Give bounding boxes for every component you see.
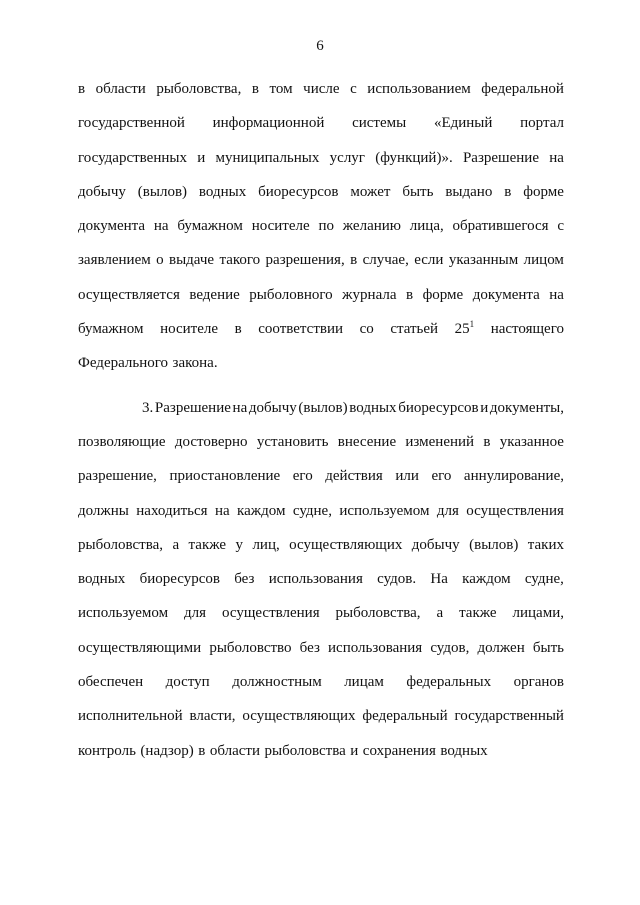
word: (вылов) xyxy=(298,399,348,416)
word: о xyxy=(156,252,164,269)
word: рыболовства, xyxy=(156,81,242,97)
word: добычу xyxy=(78,183,126,200)
word: желанию xyxy=(342,218,401,235)
word: лица, xyxy=(409,218,444,235)
word: Федерального xyxy=(78,355,169,372)
word: судне, xyxy=(292,502,332,519)
word: заявлением xyxy=(78,252,151,269)
word: изменений xyxy=(405,433,475,450)
word: ведение xyxy=(189,286,240,303)
word: осуществления xyxy=(466,502,564,519)
word: на xyxy=(549,149,564,166)
word: в xyxy=(198,742,206,759)
paragraph-p2 xyxy=(78,391,564,768)
word: журнала xyxy=(342,286,397,303)
word: документы, xyxy=(489,399,564,416)
word: (функций)». xyxy=(375,149,453,166)
text-line xyxy=(78,391,564,425)
word: в xyxy=(234,321,242,338)
word: сохранения xyxy=(362,742,436,759)
word: государственный xyxy=(454,708,564,725)
word: «Единый xyxy=(433,115,493,132)
text-line xyxy=(78,494,564,528)
word: у xyxy=(235,536,243,553)
superscript: 1 xyxy=(469,319,475,330)
text-line xyxy=(78,346,564,380)
word: форме xyxy=(523,183,564,200)
word: власти, xyxy=(189,708,236,725)
word: в xyxy=(405,286,414,303)
word: осуществляется xyxy=(78,286,180,303)
text-line xyxy=(78,141,564,175)
word: приостановление xyxy=(169,468,281,485)
word: разрешения, xyxy=(265,252,345,269)
word: водных xyxy=(198,183,247,200)
word: числе xyxy=(303,81,340,97)
word: с xyxy=(350,81,357,97)
text-line xyxy=(78,562,564,596)
word: системы xyxy=(352,115,407,132)
word: и xyxy=(350,742,359,759)
word: также xyxy=(459,605,497,622)
text-line xyxy=(78,528,564,562)
word: установить xyxy=(256,433,329,450)
word: разрешение, xyxy=(78,468,157,485)
word: исполнительной xyxy=(78,708,183,725)
word: добычу xyxy=(411,536,460,553)
word: быть xyxy=(402,183,434,200)
word: если xyxy=(414,252,444,269)
word: на xyxy=(232,399,248,416)
word: выдаче xyxy=(169,252,215,269)
word: также xyxy=(188,536,227,553)
word: указанное xyxy=(499,433,564,450)
word: без xyxy=(299,639,320,656)
word: лиц, xyxy=(252,536,280,553)
word: Разрешение xyxy=(154,399,231,416)
word: $25^1$ xyxy=(454,319,475,338)
word: Разрешение xyxy=(462,149,539,166)
word: использования xyxy=(328,639,423,656)
word: в xyxy=(504,183,512,200)
word: на xyxy=(214,502,230,519)
word: по xyxy=(318,218,334,235)
word: может xyxy=(350,183,391,200)
word: или xyxy=(395,468,419,485)
word: федеральных xyxy=(406,674,492,691)
word: должны xyxy=(78,502,129,519)
word: настоящего xyxy=(490,321,564,338)
word: На xyxy=(430,571,448,588)
word: лицам xyxy=(344,674,384,691)
word: водных xyxy=(349,399,397,416)
word: муниципальных xyxy=(215,149,320,166)
word: рыболовства xyxy=(264,742,346,759)
word: государственных xyxy=(78,149,187,166)
text-line xyxy=(78,312,564,346)
word: федеральной xyxy=(481,81,564,97)
word: обеспечен xyxy=(78,674,144,691)
word: для xyxy=(436,502,459,519)
word: бумажном xyxy=(177,218,243,235)
word: каждом xyxy=(462,571,511,588)
word: осуществляющими xyxy=(78,639,202,656)
word: (вылов) xyxy=(137,183,188,200)
paragraph-p1 xyxy=(78,72,564,381)
text-line xyxy=(78,72,564,106)
word: с xyxy=(557,218,564,235)
word: для xyxy=(184,605,207,622)
word: каждом xyxy=(237,502,286,519)
word: быть xyxy=(532,639,564,656)
text-line xyxy=(78,243,564,277)
text-line xyxy=(78,278,564,312)
word: случае, xyxy=(362,252,409,269)
word: и xyxy=(480,399,489,416)
word: услуг xyxy=(329,149,365,166)
word: области xyxy=(209,742,260,759)
word: выдано xyxy=(445,183,493,200)
word: форме xyxy=(422,286,464,303)
text-line xyxy=(78,209,564,243)
word: обратившегося xyxy=(452,218,549,235)
word: лицом xyxy=(523,252,564,269)
word: находиться xyxy=(136,502,208,519)
word: используемом xyxy=(78,605,169,622)
word: органов xyxy=(513,674,564,691)
word: федеральный xyxy=(362,708,448,725)
word: рыболовного xyxy=(249,286,333,303)
word: биоресурсов xyxy=(398,399,479,416)
word: использованием xyxy=(367,81,471,97)
word: в xyxy=(350,252,358,269)
word: и xyxy=(197,149,206,166)
word: такого xyxy=(219,252,261,269)
word: судов. xyxy=(377,571,417,588)
word: (вылов) xyxy=(469,536,519,553)
word: достоверно xyxy=(174,433,248,450)
word: указанным xyxy=(448,252,519,269)
word: (надзор) xyxy=(140,742,194,759)
word: закона. xyxy=(172,355,218,372)
word: водных xyxy=(440,742,488,759)
word: его xyxy=(292,468,313,485)
word: аннулирование, xyxy=(463,468,564,485)
word: области xyxy=(95,81,146,97)
word: бумажном xyxy=(78,321,144,338)
word: на xyxy=(153,218,169,235)
word: судне, xyxy=(524,571,564,588)
text-line xyxy=(78,734,564,768)
word: 3. xyxy=(142,399,154,416)
word: внесение xyxy=(337,433,397,450)
text-line xyxy=(78,175,564,209)
word: том xyxy=(269,81,293,97)
word: а xyxy=(172,536,180,553)
word: носителе xyxy=(251,218,310,235)
word: добычу xyxy=(248,399,297,416)
text-line xyxy=(78,425,564,459)
word: биоресурсов xyxy=(258,183,339,200)
word: осуществляющих xyxy=(289,536,403,553)
text-line xyxy=(78,631,564,665)
word: без xyxy=(234,571,255,588)
word: рыболовства, xyxy=(78,536,163,553)
word: документа xyxy=(78,218,146,235)
word: на xyxy=(549,286,564,303)
word: в xyxy=(78,81,86,97)
word: информационной xyxy=(212,115,325,132)
word: осуществления xyxy=(222,605,320,622)
text-line xyxy=(78,699,564,733)
word: носителе xyxy=(160,321,219,338)
text-line xyxy=(78,459,564,493)
word: рыболовство xyxy=(209,639,292,656)
word: таких xyxy=(527,536,564,553)
word: лицами, xyxy=(512,605,564,622)
word: документа xyxy=(472,286,540,303)
word: его xyxy=(431,468,452,485)
word: действия xyxy=(325,468,383,485)
word: а xyxy=(436,605,444,622)
page-number: 6 xyxy=(316,38,324,54)
word: со xyxy=(359,321,374,338)
text-line xyxy=(78,106,564,140)
word: использования xyxy=(268,571,363,588)
text-line xyxy=(78,665,564,699)
word: должностным xyxy=(232,674,322,691)
word: позволяющие xyxy=(78,433,166,450)
word: контроль xyxy=(78,742,136,759)
word: портал xyxy=(520,115,564,132)
word: используемом xyxy=(339,502,430,519)
word: биоресурсов xyxy=(139,571,220,588)
word: в xyxy=(483,433,491,450)
word: осуществляющих xyxy=(242,708,356,725)
word: должен xyxy=(477,639,525,656)
word: соответствии xyxy=(258,321,344,338)
word: в xyxy=(251,81,259,97)
text-line xyxy=(78,596,564,630)
word: рыболовства, xyxy=(335,605,421,622)
word: судов, xyxy=(430,639,470,656)
document-body xyxy=(78,72,564,768)
word: статьей xyxy=(390,321,439,338)
word: водных xyxy=(78,571,126,588)
word: доступ xyxy=(165,674,210,691)
word: государственной xyxy=(78,115,185,132)
